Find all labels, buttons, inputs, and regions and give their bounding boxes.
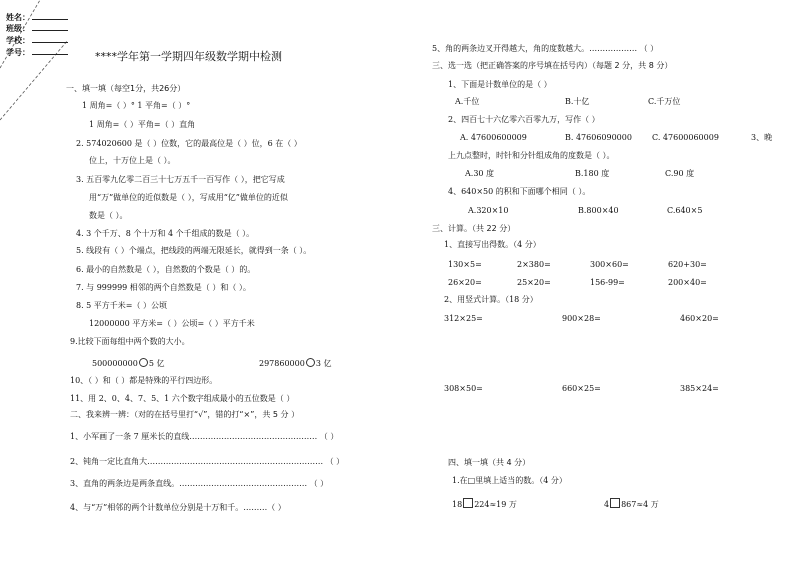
compare-circle[interactable] [306, 358, 315, 367]
choice-3-number: 3、晚 [751, 133, 773, 142]
calc-1-item: 620+30= [668, 260, 707, 269]
calc-2-item: 308×50= [444, 384, 483, 393]
choice-4-opt-c[interactable]: C.640×5 [667, 206, 703, 215]
student-id-field[interactable]: 学号： [6, 47, 68, 58]
judge-2: 2、钝角一定比直角大………………………………………………………… （ ） [70, 457, 345, 466]
fill-1a: 18 224≈19 万 [452, 500, 517, 509]
question-3c: 数是（ ）。 [89, 211, 128, 220]
question-5: 5. 线段有（ ）个端点，把线段的两端无限延长，就得到一条（ ）。 [76, 246, 312, 255]
choice-2-opt-b[interactable]: B. 47606090000 [565, 133, 632, 142]
calc-2-item: 385×24= [680, 384, 719, 393]
question-6: 6. 最小的自然数是（ ），自然数的个数是（ ）的。 [76, 265, 256, 274]
question-4: 4. 3 个千万、8 个十万和 4 个千组成的数是（ ）。 [76, 229, 255, 238]
section-3-title: 三、选一选（把正确答案的序号填在括号内）（每题 2 分，共 8 分） [432, 61, 673, 70]
choice-2: 2、四百七十六亿零六百零九万，写作（ ） [448, 115, 600, 124]
calc-2-title: 2、用竖式计算。（18 分） [444, 295, 538, 304]
calc-1-title: 1、直接写出得数。（4 分） [444, 240, 541, 249]
question-3b: 用“万”做单位的近似数是（ ），写成用“亿”做单位的近似 [89, 193, 288, 202]
choice-2-opt-c[interactable]: C. 47600060009 [652, 133, 719, 142]
fill-box[interactable] [610, 498, 620, 508]
question-1a: 1 周角=（ ）° 1 平角=（ ）° [82, 101, 191, 110]
class-field[interactable]: 班级： [6, 23, 68, 34]
choice-1: 1、下面是计数单位的是（ ） [448, 80, 552, 89]
calc-2-item: 660×25= [562, 384, 601, 393]
page-title: ****学年第一学期四年级数学期中检测 [95, 50, 282, 63]
compare-b: 297860000 3 亿 [259, 359, 332, 368]
question-2a: 2. 574020600 是（ ）位数，它的最高位是（ ）位，6 在（ ） [76, 139, 302, 148]
calc-2-item: 312×25= [444, 314, 483, 323]
question-3a: 3. 五百零九亿零二百三十七万五千一百写作（ ），把它写成 [76, 175, 285, 184]
question-10: 10、（ ）和（ ）都是特殊的平行四边形。 [70, 376, 218, 385]
section-5-title: 四、填一填（共 4 分） [448, 458, 531, 467]
question-7: 7. 与 999999 相邻的两个自然数是（ ）和（ ）。 [76, 283, 251, 292]
choice-1-opt-b[interactable]: B.十亿 [565, 97, 590, 106]
choice-3-opt-b[interactable]: B.180 度 [575, 169, 610, 178]
compare-circle[interactable] [139, 358, 148, 367]
calc-1-item: 200×40= [668, 278, 707, 287]
fill-1b: 4 867≈4 万 [604, 500, 659, 509]
fill-box[interactable] [463, 498, 473, 508]
calc-1-item: 300×60= [590, 260, 629, 269]
choice-2-opt-a[interactable]: A. 47600600009 [460, 133, 527, 142]
question-9: 9.比较下面每组中两个数的大小。 [70, 337, 190, 346]
choice-3: 上九点整时，时针和分针组成角的度数是（ ）。 [448, 151, 615, 160]
school-field[interactable]: 学校： [6, 35, 68, 46]
judge-4: 4、与“万”相邻的两个计数单位分别是十万和千。………（ ） [70, 503, 286, 512]
calc-1-item: 26×20= [448, 278, 482, 287]
section-4-title: 三、计算。（共 22 分） [432, 224, 516, 233]
calc-2-item: 460×20= [680, 314, 719, 323]
choice-4-opt-a[interactable]: A.320×10 [468, 206, 509, 215]
question-1b: 1 周角=（ ）平角=（ ）直角 [89, 120, 196, 129]
choice-1-opt-a[interactable]: A.千位 [455, 97, 480, 106]
fill-1-title: 1.在□里填上适当的数。（4 分） [452, 476, 567, 485]
judge-1: 1、小军画了一条 7 厘米长的直线………………………………………… （ ） [70, 432, 339, 441]
choice-3-opt-c[interactable]: C.90 度 [665, 169, 695, 178]
choice-4-opt-b[interactable]: B.800×40 [578, 206, 619, 215]
question-8a: 8. 5 平方千米=（ ）公顷 [76, 301, 168, 310]
choice-3-opt-a[interactable]: A.30 度 [465, 169, 495, 178]
compare-a: 500000000 5 亿 [92, 359, 165, 368]
calc-1-item: 25×20= [517, 278, 551, 287]
question-11: 11、用 2、0、4、7、5、1 六个数字组成最小的五位数是（ ） [70, 394, 295, 403]
choice-1-opt-c[interactable]: C.千万位 [648, 97, 681, 106]
question-2b: 位上，十万位上是（ ）。 [89, 156, 176, 165]
calc-1-item: 2×380= [517, 260, 551, 269]
calc-1-item: 130×5= [448, 260, 482, 269]
choice-4: 4、640×50 的积和下面哪个相同（ ）。 [448, 187, 591, 196]
question-8b: 12000000 平方米=（ ）公顷=（ ）平方千米 [89, 319, 255, 328]
name-field[interactable]: 姓名： [6, 12, 68, 23]
judge-3: 3、直角的两条边是两条直线。………………………………………… （ ） [70, 479, 329, 488]
calc-2-item: 900×28= [562, 314, 601, 323]
calc-1-item: 156-99= [590, 278, 625, 287]
section-2-title: 二、我来辨一辨：（对的在括号里打“√”，错的打“×”，共 5 分 ） [70, 410, 300, 419]
section-1-title: 一、填一填（每空1分，共26分） [66, 84, 186, 93]
judge-5: 5、角的两条边叉开得越大，角的度数越大。……………… （ ） [432, 44, 659, 53]
